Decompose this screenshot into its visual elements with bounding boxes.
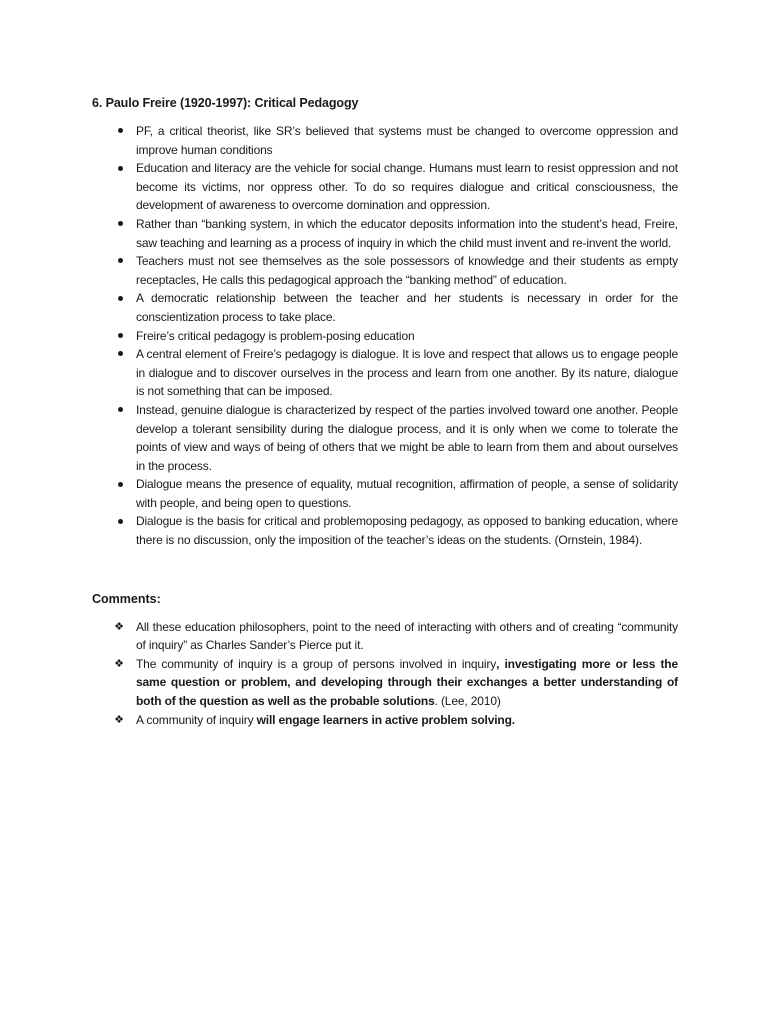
comments-list [92,618,678,730]
list-item [92,215,678,252]
bullet-dot-icon [112,512,128,531]
list-item [92,252,678,289]
list-item-text: Dialogue is the basis for critical and problemoposing pedagogy, as opposed to banking education, where there is no discussion, only the imposition of the teacher’s ideas on the students. (Ornstein, 1984). [136,514,678,548]
comment-bold-text: will engage learners in active problem solving. [256,712,515,727]
comment-item [92,655,678,711]
document-page [92,94,678,729]
bullet-dot-icon [112,401,128,420]
bullet-dot-icon [112,289,128,308]
list-item [92,159,678,215]
list-item-text: Freire’s critical pedagogy is problem-posing education [136,328,415,343]
bullet-dot-icon [112,327,128,346]
bullet-dot-icon [112,345,128,364]
comment-text: A community of inquiry [136,712,257,727]
diamond-bullet-icon: ❖ [114,712,124,726]
comment-bold-text: , investigating more or less the same question or problem, and developing through their exchanges a better understanding of both of the question as well as the probable solutions [136,656,678,709]
diamond-bullet-icon: ❖ [114,656,124,670]
list-item [92,122,678,159]
list-item [92,289,678,326]
comment-text: All these education philosophers, point to the need of interacting with others and of creating “community of inquiry” as Charles Sander’s Pierce put it. [136,619,678,653]
bullet-list [92,122,678,550]
list-item-text: Rather than “banking system, in which the educator deposits information into the student’s head, Freire, saw teaching and learning as a process of inquiry in which the child must invent and re-invent the world. [136,216,678,250]
section-heading: 6. Paulo Freire (1920-1997): Critical Pedagogy [92,96,359,110]
list-item-text: Teachers must not see themselves as the sole possessors of knowledge and their students as empty receptacles, He calls this pedagogical approach the “banking method” of education. [136,254,678,287]
list-item [92,345,678,401]
list-item [92,512,678,549]
list-item-text: Dialogue means the presence of equality, mutual recognition, affirmation of people, a sense of solidarity with people, and being open to questions. [136,477,678,510]
bullet-dot-icon [112,159,128,178]
list-item-text: A democratic relationship between the teacher and her students is necessary in order for the conscientization process to take place. [136,291,678,324]
bullet-dot-icon [112,252,128,271]
list-item-text: Instead, genuine dialogue is characterized by respect of the parties involved toward one another. People develop a tolerant sensibility during the dialogue process, and it is only when we come to tolerate the points of view and ways of being of others that we might be able to learn from them and about ourselves in the process. [136,402,678,473]
comment-item [92,711,678,730]
list-item [92,401,678,475]
bullet-dot-icon [112,122,128,141]
comment-citation: . (Lee, 2010) [434,694,501,709]
bullet-dot-icon [112,215,128,234]
diamond-bullet-icon: ❖ [114,619,124,633]
list-item-text: A central element of Freire’s pedagogy is dialogue. It is love and respect that allows us to engage people in dialogue and to discover ourselves in the process and learn from one another. By its nature, dialogue is not something that can be imposed. [136,347,678,399]
comment-text: The community of inquiry is a group of persons involved in inquiry [136,656,497,671]
list-item-text: PF, a critical theorist, like SR’s believed that systems must be changed to overcome oppression and improve human conditions [136,124,678,157]
list-item [92,327,678,346]
bullet-dot-icon [112,475,128,494]
comment-item [92,618,678,655]
list-item [92,475,678,512]
comments-heading: Comments: [92,591,161,606]
list-item-text: Education and literacy are the vehicle for social change. Humans must learn to resist oppression and not become its victims, nor oppress other. To do so requires dialogue and critical consciousness, the development of awareness to overcome domination and oppression. [136,161,678,213]
